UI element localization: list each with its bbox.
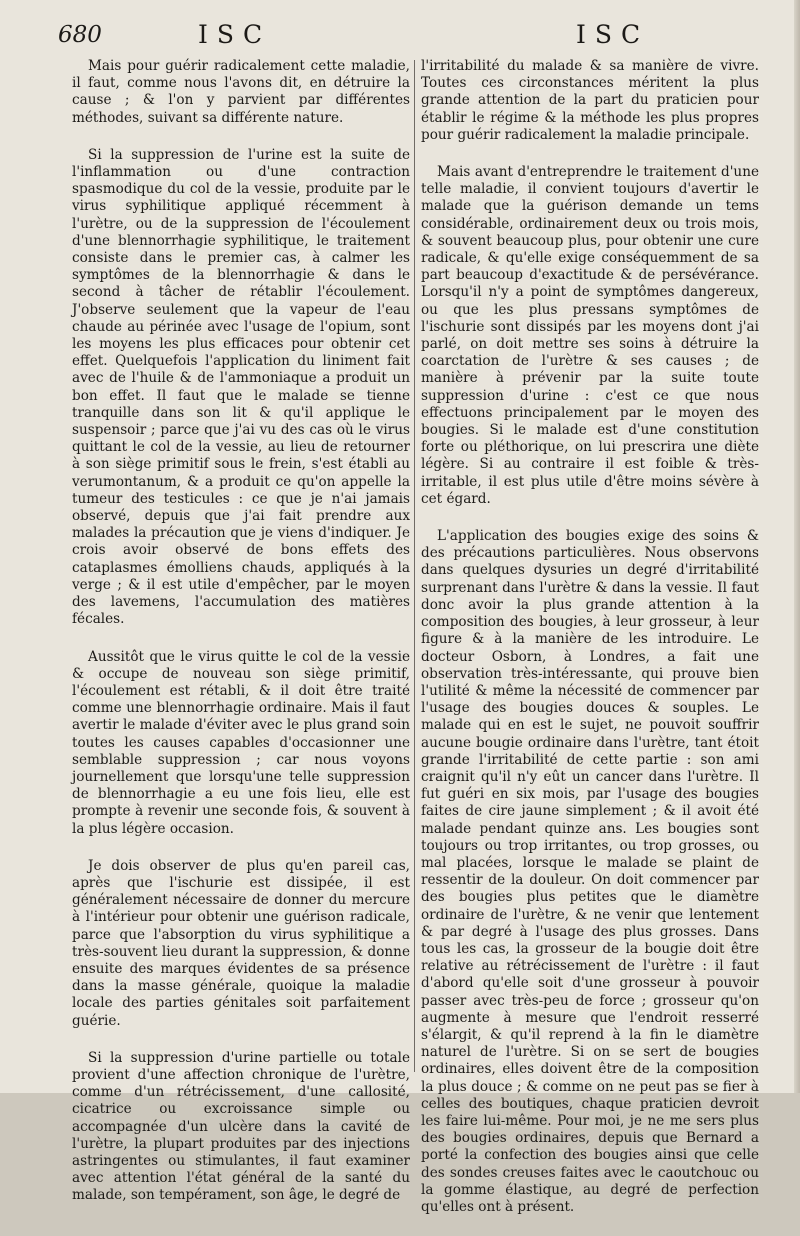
running-head-right: ISC: [576, 20, 650, 49]
left-column: [72, 58, 410, 1225]
paragraph: Si la suppression d'urine partielle ou totale provient d'une affection chronique de l'urètre, comme d'un rétrécissement, d'une callosité, cicatrice ou excroissance simple ou accompagnée d'un ulcère dans la cavité de l'urètre, la plupart produites par des injections astringentes ou stimulantes, il faut examiner avec attention l'état général de la santé du malade, son tempérament, son âge, le degré de: [72, 1049, 410, 1204]
paragraph: Si la suppression de l'urine est la suite de l'inflammation ou d'une contraction spasmodique du col de la vessie, produite par le virus syphilitique appliqué récemment à l'urètre, ou de la suppression de l'écoulement d'une blennorrhagie syphilitique, le traitement consiste dans le premier cas, à calmer les symptômes de la blennorrhagie & dans le second à tâcher de rétablir l'écoulement. J'observe seulement que la vapeur de l'eau chaude au périnée avec l'usage de l'opium, sont les moyens les plus efficaces pour obtenir cet effet. Quelquefois l'application du liniment fait avec de l'huile & de l'ammoniaque a produit un bon effet. Il faut que le malade se tienne tranquille dans son lit & qu'il applique le suspensoir ; parce que j'ai vu des cas où le virus quittant le col de la vessie, au lieu de retourner à son siège primitif sous le frein, s'est établi au verumontanum, & a produit ce qu'on appelle la tumeur des testicules : ce que je n'ai jamais observé, depuis que j'ai fait prendre aux malades la précaution que je viens d'indiquer. Je crois avoir observé de bons effets des cataplasmes émolliens chauds, appliqués à la verge ; & il est utile d'empêcher, par le moyen des lavemens, l'accumulation des matières fécales.: [72, 146, 410, 628]
page-number: 680: [58, 22, 102, 48]
paragraph: Aussitôt que le virus quitte le col de la vessie & occupe de nouveau son siège primitif, l'écoulement est rétabli, & il doit être traité comme une blennorrhagie ordinaire. Mais il faut avertir le malade d'éviter avec le plus grand soin toutes les causes capables d'occasionner une semblable suppression ; car nous voyons journellement que lorsqu'une telle suppression de blennorrhagie a eu une fois lieu, elle est prompte à revenir une seconde fois, & souvent à la plus légère occasion.: [72, 648, 410, 837]
paragraph: Mais avant d'entreprendre le traitement d'une telle maladie, il convient toujours d'avertir le malade que la guérison demande un tems considérable, ordinairement deux ou trois mois, & souvent beaucoup plus, pour obtenir une cure radicale, & qu'elle exige conséquemment de sa part beaucoup d'exactitude & de persévérance. Lorsqu'il n'y a point de symptômes dangereux, ou que les plus pressans symptômes de l'ischurie sont dissipés par les moyens dont j'ai parlé, on doit mettre ses soins à détruire la coarctation de l'urètre & ses causes ; de manière à prévenir par la suite toute suppression d'urine : c'est ce que nous effectuons principalement par le moyen des bougies. Si le malade est d'une constitution forte ou pléthorique, on lui prescrira une diète légère. Si au contraire il est foible & très-irritable, il est plus utile d'être moins sévère à cet égard.: [421, 164, 759, 507]
right-column: [421, 58, 759, 1236]
page-header: [58, 18, 770, 52]
running-head-left: ISC: [198, 20, 272, 49]
paragraph: Je dois observer de plus qu'en pareil cas, après que l'ischurie est dissipée, il est généralement nécessaire de donner du mercure à l'intérieur pour obtenir une guérison radicale, parce que l'absorption du virus syphilitique a très-souvent lieu durant la suppression, & donne ensuite des marques évidentes de sa présence dans la masse générale, quoique la maladie locale des parties génitales soit parfaitement guérie.: [72, 857, 410, 1029]
paragraph: l'irritabilité du malade & sa manière de vivre. Toutes ces circonstances méritent la plus grande attention de la part du praticien pour établir le régime & la méthode les plus propres pour guérir radicalement la maladie principale.: [421, 58, 759, 143]
column-divider: [414, 60, 415, 1072]
paragraph: Mais pour guérir radicalement cette maladie, il faut, comme nous l'avons dit, en détruire la cause ; & l'on y parvient par différentes méthodes, suivant sa différente nature.: [72, 58, 410, 126]
paragraph: L'application des bougies exige des soins & des précautions particulières. Nous observons dans quelques dysuries un degré d'irritabilité surprenant dans l'urètre & dans la vessie. Il faut donc avoir la plus grande attention à la composition des bougies, à leur grosseur, à leur figure & à la manière de les introduire. Le docteur Osborn, à Londres, a fait une observation très-intéressante, qui prouve bien l'utilité & même la nécessité de commencer par l'usage des bougies douces & souples. Le malade qui en est le sujet, ne pouvoit souffrir aucune bougie ordinaire dans l'urètre, tant étoit grande l'irritabilité de cette partie : son ami craignit qu'il n'y eût un cancer dans l'urètre. Il fut guéri en six mois, par l'usage des bougies faites de cire jaune simplement ; & il avoit été malade pendant quinze ans. Les bougies sont toujours ou trop irritantes, ou trop grosses, ou mal placées, lorsque le malade se plaint de ressentir de la douleur. On doit commencer par des bougies plus petites que le diamètre ordinaire de l'urètre, & ne venir que lentement & par degré à l'usage des plus grosses. Dans tous les cas, la grosseur de la bougie doit être relative au rétrécissement de l'urètre : il faut d'abord qu'elle soit d'une grosseur à pouvoir passer avec très-peu de force ; grosseur qu'on augmente à mesure que l'endroit resserré s'élargit, & qu'il reprend à la fin le diamètre naturel de l'urètre. Si on se sert de bougies ordinaires, elles doivent être de la composition la plus douce ; & comme on ne peut pas se fier à celles des boutiques, chaque praticien devroit les faire lui-même. Pour moi, je ne me sers plus des bougies ordinaires, depuis que Bernard a porté la confection des bougies ainsi que celle des sondes creuses faites avec le caoutchouc ou la gomme élastique, au degré de perfection qu'elles ont à présent.: [421, 528, 759, 1215]
page-edge: [794, 0, 800, 1093]
